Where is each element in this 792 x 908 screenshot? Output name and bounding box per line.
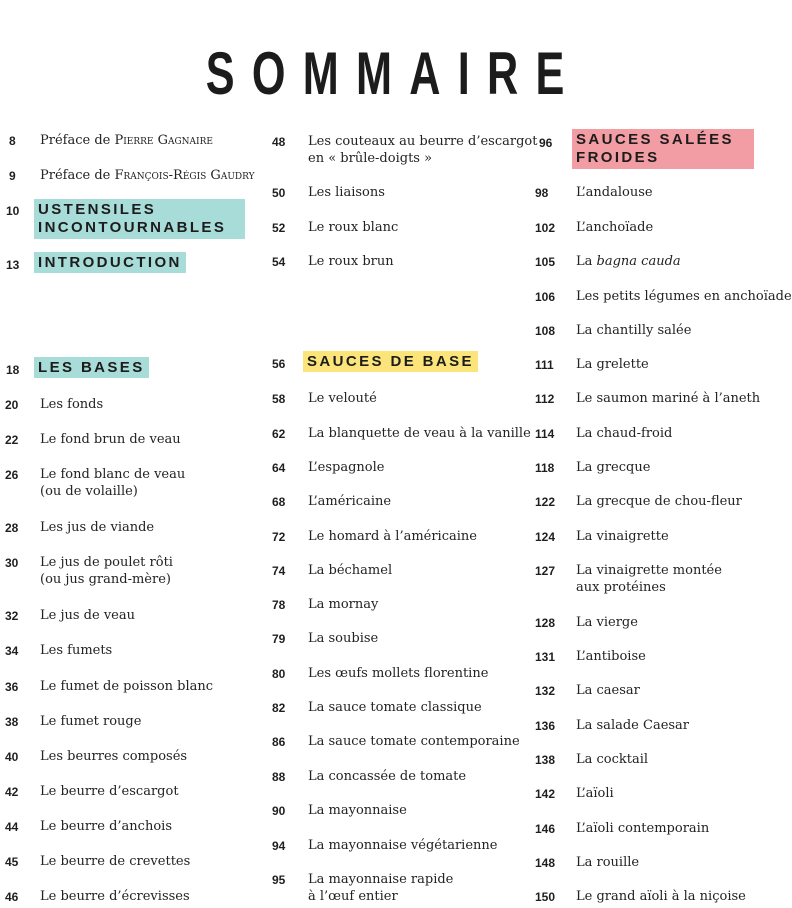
toc-entry-label: Le fond brun de veau (40, 432, 181, 447)
toc-entry-label: Le roux brun (308, 254, 394, 269)
toc-entry[interactable] (40, 888, 190, 905)
toc-entry[interactable] (40, 519, 154, 536)
toc-entry-label: Le beurre d’escargot (40, 784, 179, 799)
toc-entry[interactable] (308, 133, 537, 167)
toc-entry-label: La béchamel (308, 563, 393, 578)
section-introduction[interactable]: INTRODUCTION (34, 252, 186, 273)
section-ustensiles[interactable] (34, 199, 245, 239)
toc-entry-label: Le beurre d’anchois (40, 819, 172, 834)
toc-entry-preface-gaudry[interactable] (40, 167, 255, 184)
toc-entry-label: La cocktail (576, 752, 649, 767)
toc-entry[interactable] (576, 751, 648, 768)
toc-entry-label: La rouille (576, 855, 640, 870)
preface-prefix: Préface de (40, 168, 115, 183)
toc-entry-label: Les beurres composés (40, 749, 188, 764)
toc-entry[interactable] (308, 562, 392, 579)
toc-entry-label: La sauce tomate classique (308, 700, 482, 715)
toc-entry-label-continued: aux protéines (576, 580, 666, 595)
toc-entry[interactable] (308, 459, 384, 476)
page-number: 8 (9, 134, 16, 148)
page-number: 74 (272, 564, 286, 578)
page-number: 124 (535, 530, 556, 544)
toc-entry[interactable] (576, 322, 691, 339)
toc-entry-label: Le roux blanc (308, 220, 399, 235)
toc-entry[interactable] (576, 820, 709, 837)
toc-entry-label: Les fonds (40, 397, 104, 412)
toc-entry-label: Le fumet de poisson blanc (40, 679, 214, 694)
page-number: 58 (272, 392, 286, 406)
toc-entry[interactable] (576, 682, 640, 699)
toc-entry-label: La concassée de tomate (308, 769, 467, 784)
toc-entry-label: La chantilly salée (576, 323, 692, 338)
preface-author: Pierre Gagnaire (114, 133, 213, 148)
toc-entry[interactable] (40, 748, 187, 765)
toc-entry[interactable] (308, 768, 466, 785)
toc-entry[interactable] (576, 717, 689, 734)
toc-entry-label: L’aïoli (576, 786, 614, 801)
toc-entry-label: La vinaigrette montée (576, 563, 722, 578)
toc-entry-label: La mornay (308, 597, 379, 612)
toc-entry[interactable] (308, 219, 398, 236)
toc-entry-label-continued: en « brûle-doigts » (308, 151, 433, 166)
toc-entry-preface-gagnaire[interactable] (40, 132, 213, 149)
toc-entry-label: Le grand aïoli à la niçoise (576, 889, 746, 904)
toc-entry[interactable] (576, 390, 760, 407)
page-number: 86 (272, 735, 286, 749)
toc-entry[interactable] (576, 888, 746, 905)
toc-entry-label: Les couteaux au beurre d’escargot (308, 134, 538, 149)
page-number: 38 (5, 715, 19, 729)
toc-entry-label: La caesar (576, 683, 640, 698)
section-sauces-salees-froides[interactable] (572, 129, 754, 169)
page-number: 111 (535, 358, 554, 372)
toc-entry-label: Le velouté (308, 391, 377, 406)
section-title-line: USTENSILES (38, 201, 157, 218)
toc-entry[interactable] (308, 184, 385, 201)
page-number: 62 (272, 427, 286, 441)
toc-entry[interactable] (40, 783, 179, 800)
toc-entry[interactable] (308, 837, 497, 854)
toc-entry-label: Le jus de veau (40, 608, 135, 623)
toc-entry[interactable] (576, 854, 639, 871)
page-number: 32 (5, 609, 19, 623)
toc-entry-label: L’anchoïade (576, 220, 654, 235)
toc-entry-label: La chaud-froid (576, 426, 673, 441)
page-number: 106 (535, 290, 556, 304)
toc-entry[interactable] (40, 396, 103, 413)
preface-prefix: Préface de (40, 133, 115, 148)
toc-entry[interactable] (40, 466, 185, 500)
toc-entry[interactable] (308, 528, 477, 545)
page-number: 108 (535, 324, 556, 338)
section-title-line: INCONTOURNABLES (38, 219, 227, 236)
toc-entry-label: Le homard à l’américaine (308, 529, 477, 544)
page-number: 150 (535, 890, 556, 904)
toc-entry-label: L’aïoli contemporain (576, 821, 710, 836)
page-number: 127 (535, 564, 556, 578)
page-number: 78 (272, 598, 286, 612)
page-number: 30 (5, 556, 19, 570)
toc-entry-label: Les œufs mollets florentine (308, 666, 489, 681)
page-number: 45 (5, 855, 19, 869)
page-number: 40 (5, 750, 19, 764)
toc-entry[interactable] (576, 785, 614, 802)
page-number: 10 (6, 204, 20, 218)
page-number: 80 (272, 667, 286, 681)
page-number: 142 (535, 787, 556, 801)
toc-entry[interactable] (576, 562, 722, 596)
page-number: 90 (272, 804, 286, 818)
page-number: 95 (272, 873, 286, 887)
page-number: 131 (535, 650, 556, 664)
page-number: 118 (535, 461, 555, 475)
toc-entry-label: Le jus de poulet rôti (40, 555, 173, 570)
toc-entry[interactable] (308, 802, 407, 819)
page-number: 46 (5, 890, 19, 904)
toc-entry-label: La (576, 254, 597, 269)
toc-entry-label: Les petits légumes en anchoïade (576, 289, 792, 304)
page-number: 42 (5, 785, 19, 799)
toc-entry-label-italic: bagna cauda (596, 254, 681, 269)
toc-entry-label: La blanquette de veau à la vanille (308, 426, 531, 441)
toc-entry-label: La mayonnaise végétarienne (308, 838, 498, 853)
toc-entry[interactable] (40, 853, 190, 870)
page-number: 13 (6, 258, 20, 272)
page-number: 34 (5, 644, 19, 658)
page-number: 54 (272, 255, 286, 269)
page-number: 136 (535, 719, 556, 733)
toc-entry[interactable] (308, 665, 488, 682)
toc-entry[interactable] (576, 184, 653, 201)
toc-entry[interactable] (576, 459, 650, 476)
page-number: 50 (272, 186, 286, 200)
toc-entry-label: Le beurre de crevettes (40, 854, 191, 869)
page-number: 79 (272, 632, 286, 646)
page-number: 148 (535, 856, 556, 870)
toc-entry[interactable] (308, 425, 531, 442)
toc-entry[interactable] (308, 390, 377, 407)
section-title-line: FROIDES (576, 149, 660, 166)
toc-entry-label: La salade Caesar (576, 718, 690, 733)
toc-entry[interactable] (576, 219, 653, 236)
section-title-line: SAUCES SALÉES (576, 131, 734, 148)
page-number: 48 (272, 135, 286, 149)
toc-entry-label: La grelette (576, 357, 649, 372)
page-number: 20 (5, 398, 19, 412)
toc-entry-label: L’antiboise (576, 649, 646, 664)
toc-entry[interactable] (308, 630, 378, 647)
page-number: 122 (535, 495, 556, 509)
page-number: 36 (5, 680, 19, 694)
page-number: 82 (272, 701, 286, 715)
page-number: 44 (5, 820, 19, 834)
toc-entry[interactable] (308, 699, 482, 716)
toc-entry-label: La mayonnaise (308, 803, 407, 818)
toc-entry[interactable] (576, 425, 672, 442)
toc-entry[interactable] (576, 648, 646, 665)
toc-entry-label: Le fumet rouge (40, 714, 142, 729)
toc-entry-label: Les fumets (40, 643, 113, 658)
page-number: 94 (272, 839, 286, 853)
toc-entry-label: La grecque de chou-fleur (576, 494, 742, 509)
page-number: 114 (535, 427, 555, 441)
page-number: 22 (5, 433, 19, 447)
page-number: 18 (6, 363, 20, 377)
toc-entry[interactable] (576, 356, 649, 373)
page-number: 56 (272, 357, 286, 371)
toc-entry[interactable] (40, 642, 112, 659)
page-number: 9 (9, 169, 16, 183)
page-title: SOMMAIRE (205, 40, 582, 108)
page-number: 88 (272, 770, 286, 784)
page-number: 98 (535, 186, 549, 200)
toc-entry-label: L’américaine (308, 494, 392, 509)
page-number: 132 (535, 684, 556, 698)
toc-entry-label: L’andalouse (576, 185, 653, 200)
toc-entry-label: La soubise (308, 631, 379, 646)
page-number: 128 (535, 616, 556, 630)
toc-entry-label-continued: (ou de volaille) (40, 484, 138, 499)
page-number: 68 (272, 495, 286, 509)
toc-entry[interactable] (576, 493, 742, 510)
toc-entry-label-continued: à l’œuf entier (308, 889, 398, 904)
page-number: 28 (5, 521, 19, 535)
toc-entry-label: La grecque (576, 460, 651, 475)
page-number: 102 (535, 221, 556, 235)
page-number: 52 (272, 221, 286, 235)
section-sauces-de-base[interactable]: SAUCES DE BASE (303, 351, 478, 372)
toc-entry[interactable] (40, 554, 173, 588)
page-number: 96 (539, 136, 553, 150)
toc-entry-label: Le beurre d’écrevisses (40, 889, 190, 904)
toc-entry-label: La mayonnaise rapide (308, 872, 454, 887)
page-number: 146 (535, 822, 556, 836)
toc-entry-label: La vinaigrette (576, 529, 669, 544)
page-number: 112 (535, 392, 555, 406)
toc-entry[interactable] (576, 253, 681, 270)
toc-entry-label: Le fond blanc de veau (40, 467, 186, 482)
section-les-bases[interactable]: LES BASES (34, 357, 149, 378)
toc-entry-label: La vierge (576, 615, 638, 630)
toc-entry[interactable] (40, 818, 172, 835)
toc-entry-label: Le saumon mariné à l’aneth (576, 391, 761, 406)
toc-entry[interactable] (308, 733, 520, 750)
page-number: 72 (272, 530, 286, 544)
toc-entry[interactable] (576, 288, 792, 305)
toc-entry[interactable] (40, 607, 135, 624)
toc-entry[interactable] (576, 614, 638, 631)
toc-entry-label: Les liaisons (308, 185, 385, 200)
toc-entry[interactable] (308, 596, 378, 613)
toc-entry-label: L’espagnole (308, 460, 385, 475)
toc-entry[interactable] (308, 493, 391, 510)
page-number: 105 (535, 255, 556, 269)
toc-entry[interactable] (40, 431, 181, 448)
toc-entry-label-continued: (ou jus grand-mère) (40, 572, 171, 587)
toc-entry[interactable] (308, 253, 394, 270)
toc-entry-label: La sauce tomate contemporaine (308, 734, 520, 749)
toc-entry-label: Les jus de viande (40, 520, 155, 535)
toc-entry[interactable] (40, 713, 141, 730)
page-number: 138 (535, 753, 556, 767)
page-number: 26 (5, 468, 19, 482)
preface-author: François-Régis Gaudry (114, 168, 255, 183)
toc-entry[interactable] (40, 678, 213, 695)
toc-entry[interactable] (576, 528, 669, 545)
toc-entry[interactable] (308, 871, 453, 905)
page-number: 64 (272, 461, 286, 475)
